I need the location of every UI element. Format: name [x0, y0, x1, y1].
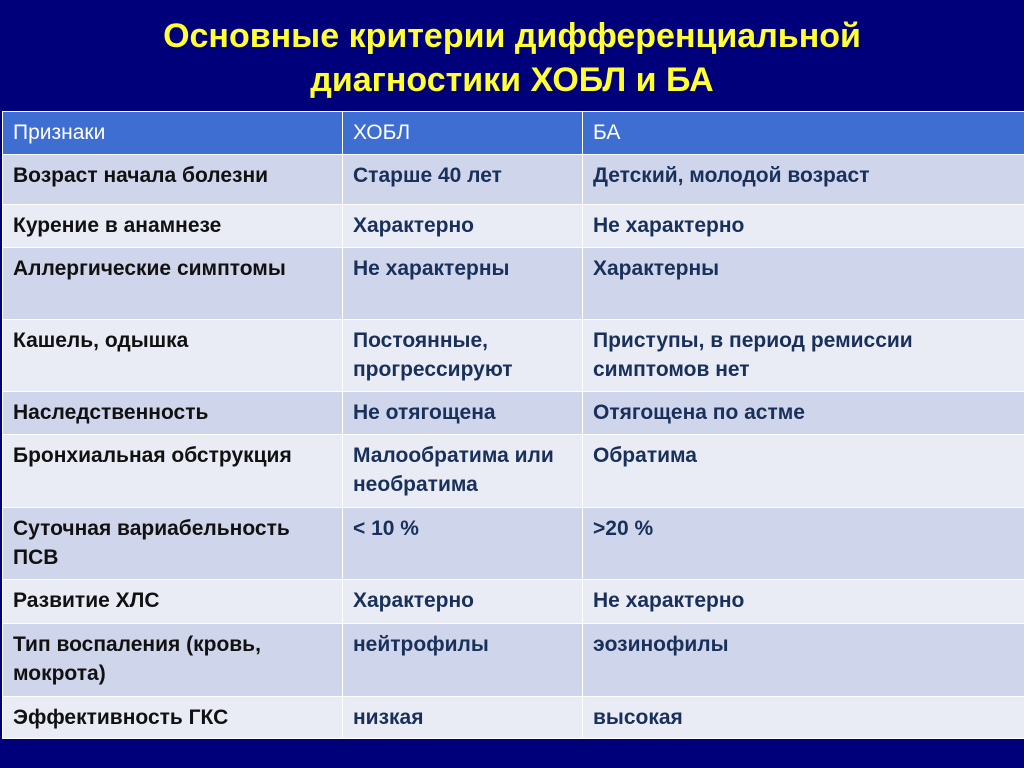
- row-copd-value: Характерно: [343, 580, 583, 624]
- row-copd-value: Старше 40 лет: [343, 155, 583, 205]
- table-header-row: [3, 112, 1024, 155]
- row-feature: Возраст начала болезни: [3, 155, 343, 205]
- row-feature: Наследственность: [3, 392, 343, 435]
- header-asthma: БА: [583, 112, 1024, 155]
- row-asthma-value: >20 %: [583, 508, 1024, 580]
- row-feature: Кашель, одышка: [3, 320, 343, 392]
- row-feature: Эффективность ГКС: [3, 697, 343, 739]
- row-feature: Тип воспаления (кровь, мокрота): [3, 624, 343, 697]
- row-asthma-value: высокая: [583, 697, 1024, 739]
- table-row: [3, 624, 1024, 697]
- row-copd-value: Не отягощена: [343, 392, 583, 435]
- table-row: [3, 320, 1024, 392]
- table-row: [3, 580, 1024, 624]
- table-row: [3, 248, 1024, 320]
- title-line-1: Основные критерии дифференциальной: [163, 17, 861, 55]
- slide-title: [0, 14, 1024, 102]
- header-copd: ХОБЛ: [343, 112, 583, 155]
- row-copd-value: низкая: [343, 697, 583, 739]
- row-asthma-value: Отягощена по астме: [583, 392, 1024, 435]
- header-features: Признаки: [3, 112, 343, 155]
- row-feature: Бронхиальная обструкция: [3, 435, 343, 508]
- row-asthma-value: Не характерно: [583, 205, 1024, 248]
- row-feature: Развитие ХЛС: [3, 580, 343, 624]
- row-copd-value: нейтрофилы: [343, 624, 583, 697]
- row-asthma-value: Приступы, в период ремиссии симптомов нет: [583, 320, 1024, 392]
- table-row: [3, 435, 1024, 508]
- row-asthma-value: Детский, молодой возраст: [583, 155, 1024, 205]
- row-asthma-value: Обратима: [583, 435, 1024, 508]
- title-line-2: диагностики ХОБЛ и БА: [310, 61, 714, 99]
- row-feature: Аллергические симптомы: [3, 248, 343, 320]
- row-asthma-value: Не характерно: [583, 580, 1024, 624]
- row-asthma-value: эозинофилы: [583, 624, 1024, 697]
- table-row: [3, 205, 1024, 248]
- table-row: [3, 392, 1024, 435]
- table-row: [3, 697, 1024, 739]
- row-copd-value: Характерно: [343, 205, 583, 248]
- comparison-table: [2, 111, 1024, 739]
- row-copd-value: Малообратима или необратима: [343, 435, 583, 508]
- table-row: [3, 508, 1024, 580]
- row-feature: Курение в анамнезе: [3, 205, 343, 248]
- table-row: [3, 155, 1024, 205]
- row-asthma-value: Характерны: [583, 248, 1024, 320]
- row-copd-value: Постоянные, прогрессируют: [343, 320, 583, 392]
- row-copd-value: Не характерны: [343, 248, 583, 320]
- row-feature: Суточная вариабельность ПСВ: [3, 508, 343, 580]
- row-copd-value: < 10 %: [343, 508, 583, 580]
